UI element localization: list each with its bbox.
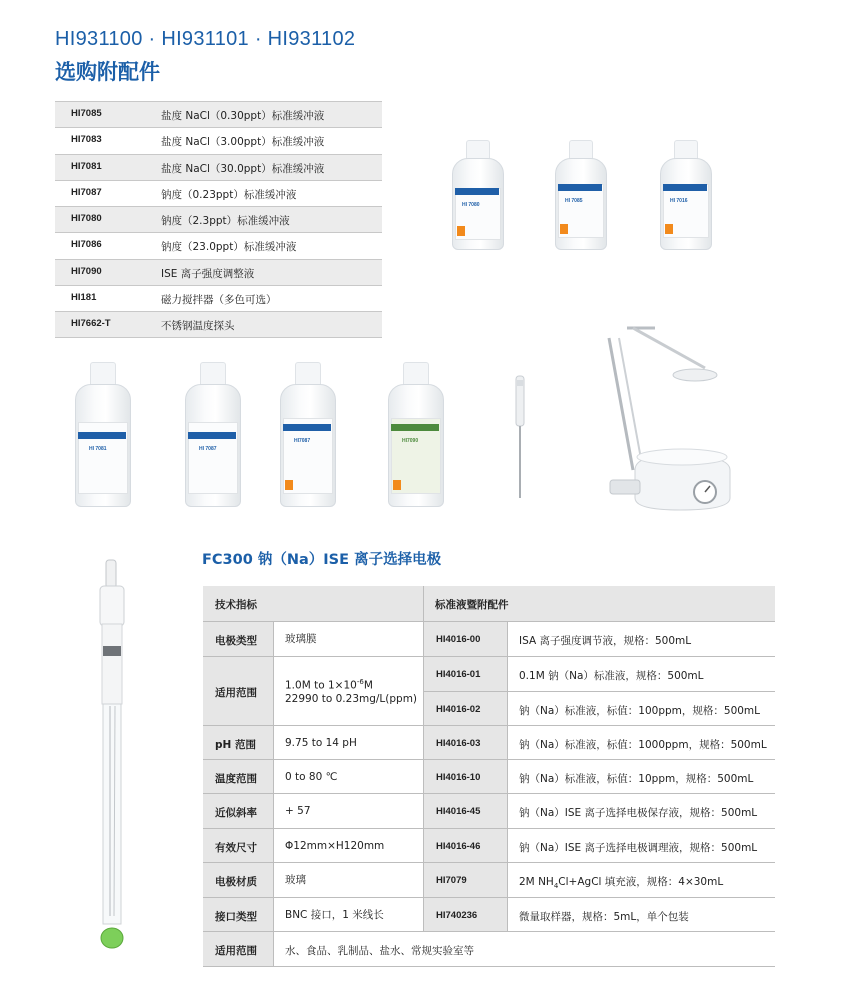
accessory-desc: 2M $NH_4Cl+AgCl$ 填充液，规格：4×30mL [519, 876, 724, 891]
accessory-desc: ISE 离子强度调整液 [161, 267, 255, 280]
accessory-desc: 磁力搅拌器（多色可选） [161, 294, 277, 307]
accessory-desc: 不锈钢温度探头 [161, 320, 235, 333]
accessory-code: HI7085 [71, 108, 102, 119]
table-row [203, 829, 423, 863]
bottle-label-text: HI 7081 [89, 446, 107, 452]
accessory-desc: 钠度（2.3ppt）标准缓冲液 [161, 215, 290, 228]
accessory-code: HI4016-01 [436, 669, 481, 680]
spec-label: 适用范围 [215, 687, 257, 699]
table-row [55, 180, 382, 206]
table-row [424, 863, 775, 898]
spec-value: 9.75 to 14 pH [285, 737, 357, 749]
spec-label: 适用范围 [215, 945, 257, 957]
spec-label: 接口类型 [215, 911, 257, 923]
bottle-image [660, 140, 712, 250]
accessory-desc: 盐度 NaCl（3.00ppt）标准缓冲液 [161, 136, 325, 149]
accessory-code: HI4016-10 [436, 772, 481, 783]
accessory-code: HI7081 [71, 160, 102, 172]
accessory-code: HI7083 [71, 134, 102, 146]
bottle-label-text: HI 7085 [565, 198, 583, 204]
temperature-probe-image [505, 372, 535, 502]
accessory-code: HI7090 [71, 265, 102, 277]
spec-value: 水、食品、乳制品、盐水、常规实验室等 [285, 945, 474, 957]
table-row [55, 285, 382, 311]
bottle-label-text: HI 7087 [199, 446, 217, 452]
accessory-code: HI4016-45 [436, 806, 481, 817]
bottle-label-text: HI 7016 [670, 198, 688, 204]
spec-table [203, 586, 775, 957]
spec-value: 1.0M to $1\times 10^{-6}M$ 22990 to 0.23mg/L(ppm) [285, 678, 418, 705]
table-row [424, 692, 775, 726]
accessory-code: HI7086 [71, 239, 102, 251]
table-row [203, 898, 423, 932]
spec-value: Φ12mm×H120mm [285, 840, 385, 852]
accessory-code: HI7080 [71, 213, 102, 225]
bottle-image [75, 362, 131, 507]
accessory-desc: 盐度 NaCl（30.0ppt）标准缓冲液 [161, 162, 325, 175]
product-title: FC300 钠（Na）ISE 离子选择电极 [202, 552, 442, 568]
accessory-code: HI740236 [436, 910, 478, 921]
table-row [424, 726, 775, 760]
bottle-image [388, 362, 444, 507]
accessory-desc: 钠（Na）标准液，标值：100ppm，规格：500mL [519, 705, 761, 717]
spec-label: 电极材质 [215, 876, 257, 888]
table-row [424, 622, 775, 657]
header-accessories: 标准液暨附配件 [435, 599, 509, 611]
table-row [203, 760, 423, 794]
table-row [203, 622, 423, 657]
accessory-desc: ISA 离子强度调节液，规格：500mL [519, 635, 692, 647]
table-row [203, 726, 423, 760]
accessory-desc: 盐度 NaCl（0.30ppt）标准缓冲液 [161, 110, 325, 122]
table-row [424, 898, 775, 932]
bottle-label-text: HI7090 [402, 438, 419, 444]
accessory-code: HI4016-03 [436, 738, 481, 749]
spec-value: BNC 接口，1 米线长 [285, 909, 384, 921]
table-row [203, 863, 423, 898]
accessory-desc: 钠（Na）标准液，标值：1000ppm，规格：500mL [519, 739, 767, 751]
table-row [203, 657, 423, 726]
spec-value: 玻璃 [285, 874, 306, 886]
spec-value: 玻璃膜 [285, 633, 317, 645]
table-row [424, 760, 775, 794]
table-row [55, 101, 382, 127]
header-specs: 技术指标 [215, 599, 257, 611]
spec-value: + 57 [285, 805, 311, 817]
accessory-desc: 钠（Na）ISE 离子选择电极保存液，规格：500mL [519, 807, 758, 819]
bottle-label-text: HI7087 [294, 438, 311, 444]
accessory-code: HI181 [71, 292, 97, 304]
accessory-desc: 钠（Na）ISE 离子选择电极调理液，规格：500mL [519, 842, 758, 854]
accessory-desc: 钠（Na）标准液，标值：10ppm，规格：500mL [519, 773, 754, 785]
spec-label: 有效尺寸 [215, 842, 257, 854]
table-row [203, 932, 775, 967]
table-row [55, 206, 382, 232]
accessory-code: HI7087 [71, 186, 102, 198]
bottle-image [452, 140, 504, 250]
accessory-code: HI7079 [436, 875, 467, 886]
magnetic-stirrer-image [595, 320, 735, 515]
accessory-code: HI7662-T [71, 318, 111, 330]
bottle-label-text: HI 7080 [462, 202, 480, 208]
accessories-table [55, 101, 382, 338]
accessory-code: HI4016-46 [436, 841, 481, 852]
bottle-image [185, 362, 241, 507]
table-row [55, 232, 382, 258]
accessory-code: HI4016-00 [436, 634, 481, 645]
bottle-image [555, 140, 607, 250]
table-row [424, 829, 775, 863]
spec-value: 0 to 80 ℃ [285, 771, 338, 783]
table-row [55, 154, 382, 180]
accessory-desc: 钠度（0.23ppt）标准缓冲液 [161, 188, 297, 201]
bottle-image [280, 362, 336, 507]
accessory-desc: 微量取样器，规格：5mL，单个包装 [519, 911, 689, 923]
spec-label: 温度范围 [215, 773, 257, 785]
table-row [203, 794, 423, 829]
table-row [55, 311, 382, 337]
table-row [424, 657, 775, 692]
table-row [55, 259, 382, 285]
accessory-desc: 钠度（23.0ppt）标准缓冲液 [161, 241, 297, 254]
electrode-image [90, 556, 140, 956]
accessory-code: HI4016-02 [436, 704, 481, 715]
model-numbers: HI931100 · HI931101 · HI931102 [55, 28, 356, 50]
section-title: 选购附配件 [55, 60, 160, 84]
table-row [424, 794, 775, 829]
spec-label: 电极类型 [215, 635, 257, 647]
spec-label: pH 范围 [215, 739, 256, 751]
spec-label: 近似斜率 [215, 807, 257, 819]
accessory-desc: 0.1M 钠（Na）标准液，规格：500mL [519, 670, 704, 682]
spec-table-header [203, 586, 775, 622]
table-row [55, 127, 382, 153]
